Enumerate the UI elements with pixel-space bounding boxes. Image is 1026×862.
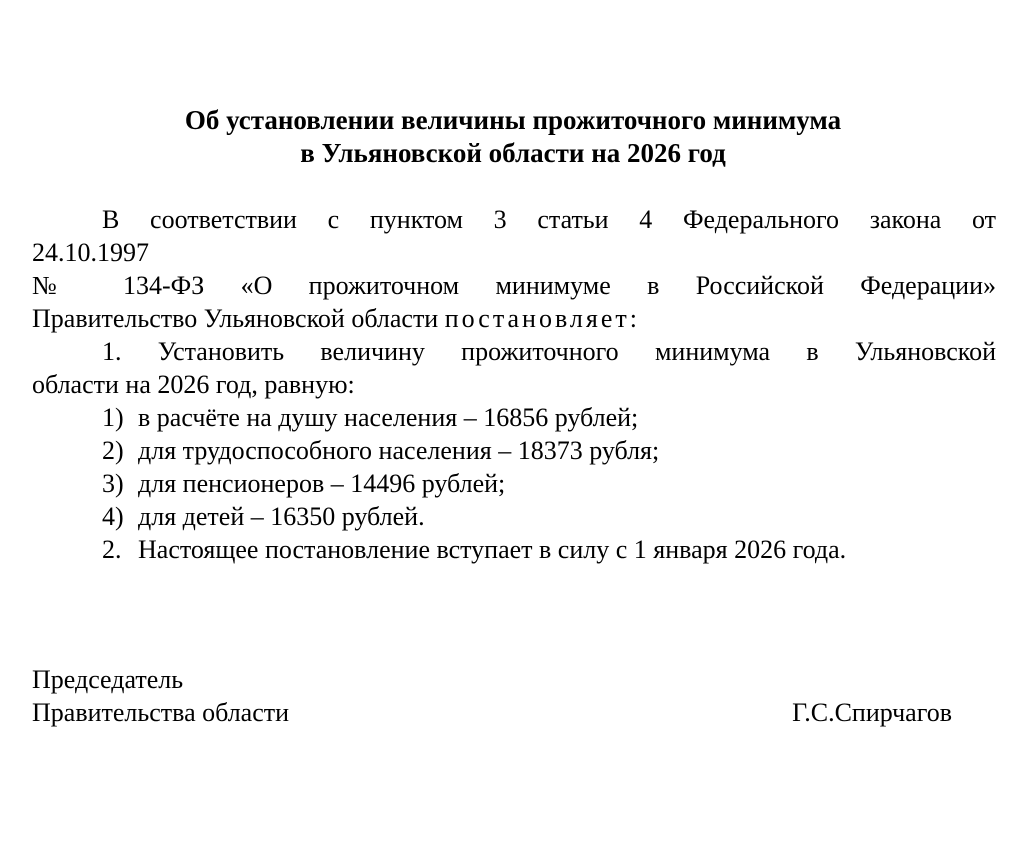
- signatory-name: Г.С.Спирчагов: [792, 698, 952, 727]
- item-2: [32, 533, 996, 566]
- document-body: [32, 203, 996, 566]
- list-item-text: для детей – 16350 рублей.: [138, 502, 425, 531]
- item-1-line-2: области на 2026 год, равную:: [32, 370, 355, 399]
- list-item-text: для трудоспособного населения – 18373 рубля;: [138, 436, 660, 465]
- signature-name-row: [32, 696, 952, 729]
- document-title: [0, 104, 1026, 170]
- preamble-resolves: постановляет: [444, 304, 630, 333]
- signature-position-line-2: Правительства области: [32, 698, 290, 727]
- list-item-text: для пенсионеров – 14496 рублей;: [138, 469, 506, 498]
- list-item-number: 4): [102, 502, 124, 531]
- list-item-number: 3): [102, 469, 124, 498]
- signature-block: [32, 663, 952, 729]
- list-item-text: в расчёте на душу населения – 16856 рублей;: [138, 403, 639, 432]
- preamble-line-2: 24.10.1997: [32, 238, 149, 267]
- preamble-colon: :: [629, 304, 637, 333]
- list-item-number: 2): [102, 436, 124, 465]
- title-line-1: Об установлении величины прожиточного минимума: [184, 105, 842, 135]
- preamble-government: Правительство Ульяновской области: [32, 304, 445, 333]
- item-2-text: Настоящее постановление вступает в силу с 1 января 2026 года.: [138, 535, 847, 564]
- title-line-2: в Ульяновской области на 2026 год: [300, 138, 726, 168]
- signature-position-row: [32, 663, 952, 696]
- list-item: [32, 434, 996, 467]
- list-item-number: 1): [102, 403, 124, 432]
- preamble-line-4: [32, 302, 996, 335]
- list-item: [32, 467, 996, 500]
- item-1-line-1: 1. Установить величину прожиточного минимума в Ульяновской: [102, 337, 996, 366]
- signature-position-line-1: Председатель: [32, 665, 184, 694]
- item-2-number: 2.: [102, 535, 122, 564]
- list-item: [32, 500, 996, 533]
- list-item: [32, 401, 996, 434]
- preamble-line-1: В соответствии с пунктом 3 статьи 4 Федерального закона от: [102, 205, 996, 234]
- preamble-line-3: № 134-ФЗ «О прожиточном минимуме в Российской Федерации»: [32, 271, 996, 300]
